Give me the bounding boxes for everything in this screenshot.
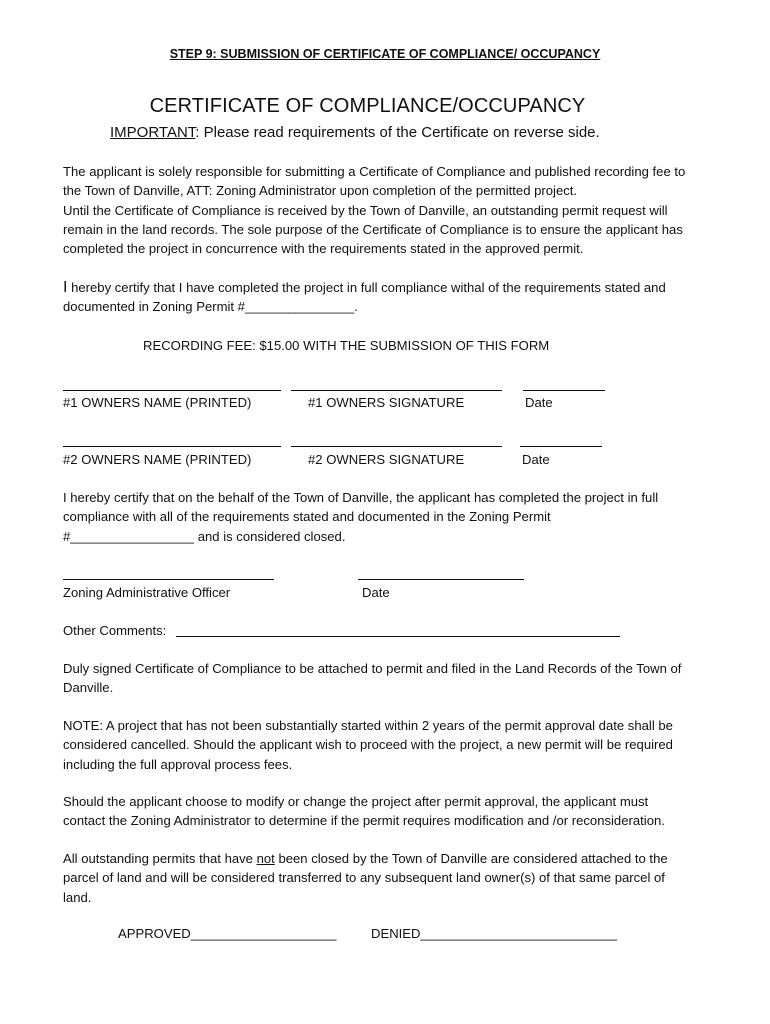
document-title: CERTIFICATE OF COMPLIANCE/OCCUPANCY [149, 95, 586, 117]
officer-label: Zoning Administrative Officer [63, 585, 231, 600]
outstanding-text: been closed by the Town of Danville are considered attached to the [274, 851, 668, 866]
owner1-signature-label: #1 OWNERS SIGNATURE [308, 395, 465, 410]
town-certify-line: I hereby certify that on the behalf of the Town of Danville, the applicant has completed the project in full [63, 490, 659, 505]
step-heading: STEP 9: SUBMISSION OF CERTIFICATE OF COMPLIANCE/ OCCUPANCY [169, 47, 601, 61]
intro-line: the Town of Danville, ATT: Zoning Administrator upon completion of the permitted project. [63, 183, 578, 199]
certify-line [63, 278, 733, 297]
owner2-signature-line[interactable] [291, 446, 502, 447]
note-paragraph [63, 716, 733, 774]
owner2-date-line[interactable] [520, 446, 602, 447]
other-comments-line[interactable] [176, 636, 620, 637]
owner1-name-label: #1 OWNERS NAME (PRINTED) [63, 395, 252, 410]
important-text: : Please read requirements of the Certificate on reverse side. [195, 124, 600, 141]
owner2-name-line[interactable] [63, 446, 281, 447]
denied-field[interactable]: DENIED___________________________ [371, 926, 618, 941]
owner1-date-label: Date [525, 395, 553, 410]
important-notice [110, 124, 600, 141]
town-certify-line: #_________________ and is considered closed. [63, 528, 346, 544]
certify-line: documented in Zoning Permit #_______________. [63, 299, 358, 315]
intro-line: completed the project in concurrence with the requirements stated in the approved permit. [63, 241, 584, 257]
owner1-date-line[interactable] [523, 390, 605, 391]
intro-paragraph [63, 162, 733, 258]
certify-line-rest: hereby certify that I have completed the project in full compliance withal of the requirements stated and [67, 280, 666, 295]
duly-signed-paragraph [63, 659, 733, 698]
outstanding-line: land. [63, 889, 92, 905]
note-line: including the full approval process fees. [63, 756, 293, 772]
other-comments-label: Other Comments: [63, 623, 167, 638]
owner2-date-label: Date [522, 452, 550, 467]
duly-line: Danville. [63, 680, 114, 696]
town-certification [63, 488, 733, 546]
intro-line: remain in the land records. The sole purpose of the Certificate of Compliance is to ensure the applicant has [63, 221, 683, 237]
modify-paragraph [63, 792, 733, 831]
owner2-signature-label: #2 OWNERS SIGNATURE [308, 452, 465, 467]
officer-signature-line[interactable] [63, 579, 274, 580]
officer-date-line[interactable] [358, 579, 524, 580]
outstanding-line [63, 849, 733, 868]
owner1-signature-line[interactable] [291, 390, 502, 391]
intro-line: The applicant is solely responsible for submitting a Certificate of Compliance and published recording fee to [63, 164, 686, 179]
outstanding-line: parcel of land and will be considered transferred to any subsequent land owner(s) of that same parcel of [63, 870, 665, 886]
intro-line: Until the Certificate of Compliance is received by the Town of Danville, an outstanding permit request will [63, 202, 668, 218]
modify-line: Should the applicant choose to modify or change the project after permit approval, the applicant must [63, 794, 649, 809]
outstanding-not: not [256, 851, 275, 866]
certify-first-letter: I [63, 279, 68, 296]
applicant-certification [63, 278, 733, 317]
outstanding-text: All outstanding permits that have [63, 851, 257, 866]
recording-fee: RECORDING FEE: $15.00 WITH THE SUBMISSION OF THIS FORM [143, 338, 550, 353]
town-certify-line: compliance with all of the requirements stated and documented in the Zoning Permit [63, 509, 551, 525]
duly-line: Duly signed Certificate of Compliance to be attached to permit and filed in the Land Records of the Town of [63, 661, 682, 676]
owner2-name-label: #2 OWNERS NAME (PRINTED) [63, 452, 252, 467]
note-line: NOTE: A project that has not been substantially started within 2 years of the permit approval date shall be [63, 718, 673, 733]
note-line: considered cancelled. Should the applicant wish to proceed with the project, a new permit will be required [63, 737, 673, 753]
outstanding-paragraph [63, 849, 733, 907]
approved-field[interactable]: APPROVED____________________ [118, 926, 337, 941]
important-label: IMPORTANT [110, 124, 196, 141]
owner1-name-line[interactable] [63, 390, 281, 391]
modify-line: contact the Zoning Administrator to determine if the permit requires modification and /or reconsideration. [63, 813, 665, 829]
officer-date-label: Date [362, 585, 390, 600]
